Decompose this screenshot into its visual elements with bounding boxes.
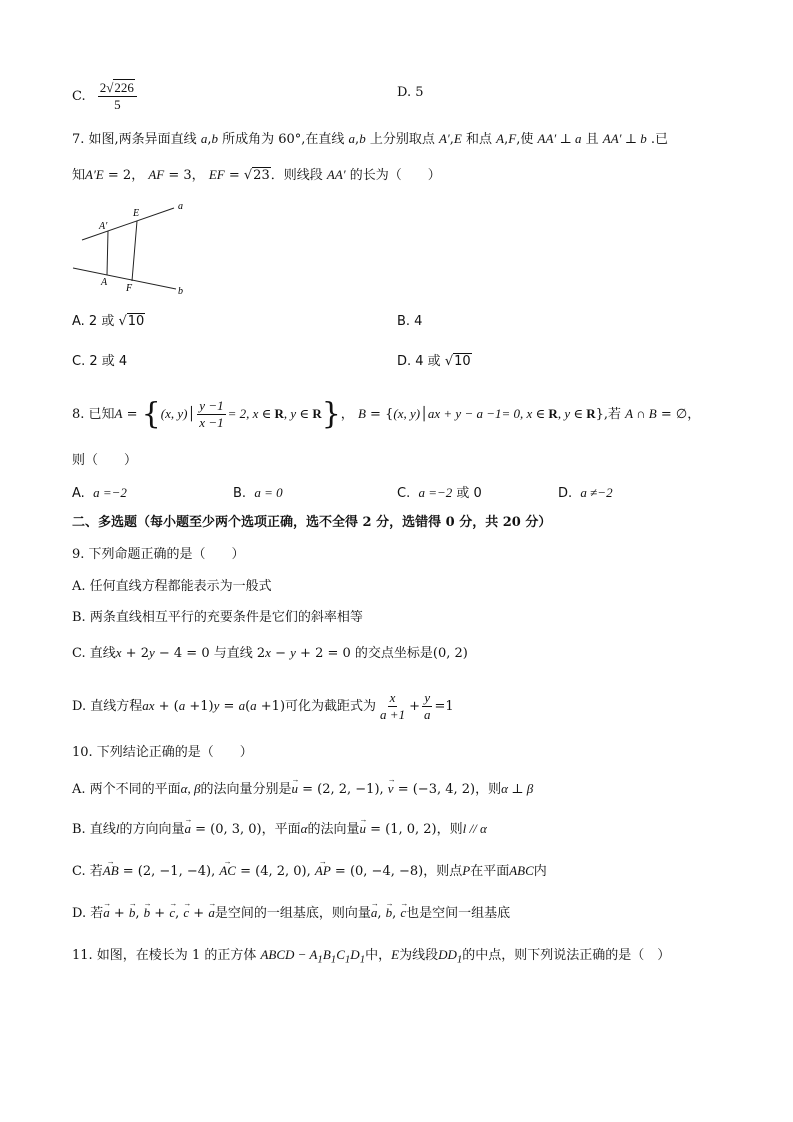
q7-stem-line2: 知A′E = 2， AF = 3， EF = √23．则线段 AA′ 的长为（ ） <box>72 167 441 183</box>
q9-option-a: A. 任何直线方程都能表示为一般式 <box>72 579 272 594</box>
q6-option-c-fraction: $\frac{2√226}{5}$ <box>98 80 137 113</box>
q10-option-c: C. 若→ AB = (2, −1, −4), → AC = (4, 2, 0), → AP = (0, −4, −8)，则点P在平面ABC内 <box>72 862 547 881</box>
q7-label-b: b <box>178 286 183 296</box>
q8-stem-line1: 8. 已知A = {(x, y)│ $\frac{y -1}{x -1}$ = 2, x ∈ R, y ∈ R}， B = {(x, y)│ax + y − a −1= 0, x ∈ R, y ∈ R},若 A ∩ B = ∅， <box>72 396 701 432</box>
q8-option-a: A. a =−2 <box>72 485 127 501</box>
q7-label-apoint: A <box>101 277 108 288</box>
q7-label-a: a <box>178 201 183 212</box>
q7-option-b: B. 4 <box>397 314 423 329</box>
q9-option-c: C. 直线x + 2y − 4 = 0 与直线 2x − y + 2 = 0 的交点坐标是(0, 2) <box>72 645 468 661</box>
q7-segment-aa1 <box>107 231 108 275</box>
q6-option-c-label: C. <box>72 89 86 104</box>
q7-label-e: E <box>133 208 140 219</box>
q10-option-b: B. 直线l的方向向量→ a = (0, 3, 0)，平面α的法向量→ u = (1, 0, 2)，则l // α <box>72 820 487 839</box>
section-title: 二、多选题（每小题至少两个选项正确，选不全得 2 分，选错得 0 分，共 20 分） <box>72 515 552 530</box>
q7-option-d: D. 4 或 √10 <box>397 354 471 369</box>
q10-option-d: D. 若→ a + → b, → b + → c, → c + → a是空间的一组基底，则向量→ a, → b, → c也是空间一组基底 <box>72 904 510 923</box>
q7-option-c: C. 2 或 4 <box>72 354 128 369</box>
q7-label-a1: A′ <box>99 221 108 232</box>
q8-option-d: D. a ≠−2 <box>558 485 613 501</box>
q10-option-a: A. 两个不同的平面α, β的法向量分别是→ u = (2, 2, −1), → v = (−3, 4, 2)，则α ⊥ β <box>72 780 533 799</box>
q7-option-a: A. 2 或 √10 <box>72 314 145 329</box>
q7-line-b <box>73 268 176 289</box>
q9-stem: 9. 下列命题正确的是（ ） <box>72 547 245 562</box>
q6-option-c <box>72 80 139 113</box>
q7-line-a <box>82 208 174 240</box>
q8-stem-line2: 则（ ） <box>72 453 138 468</box>
q6-option-d: D. 5 <box>397 85 424 100</box>
q7-stem-line1: 7. 如图,两条异面直线 a,b 所成角为 60°,在直线 a,b 上分别取点 A′,E 和点 A,F,使 AA′ ⊥ a 且 AA′ ⊥ b .已 <box>72 131 668 147</box>
q7-figure <box>70 196 200 296</box>
q8-option-b: B. a = 0 <box>233 485 283 501</box>
q9-option-d: D. 直线方程ax + (a +1)y = a(a +1)可化为截距式为 $\frac{x}{a +1}$ + $\frac{y}{a}$ =1 <box>72 690 454 722</box>
q10-stem: 10. 下列结论正确的是（ ） <box>72 745 253 760</box>
q7-label-f: F <box>126 283 133 294</box>
q8-option-c: C. a =−2 或 0 <box>397 485 482 501</box>
q11-stem: 11. 如图，在棱长为 1 的正方体 ABCD − $A_1B_1C_1D_1$中，E为线段$DD_1$的中点，则下列说法正确的是（ ） <box>72 947 671 966</box>
q9-option-b: B. 两条直线相互平行的充要条件是它们的斜率相等 <box>72 610 363 625</box>
q7-segment-ef <box>132 221 137 281</box>
